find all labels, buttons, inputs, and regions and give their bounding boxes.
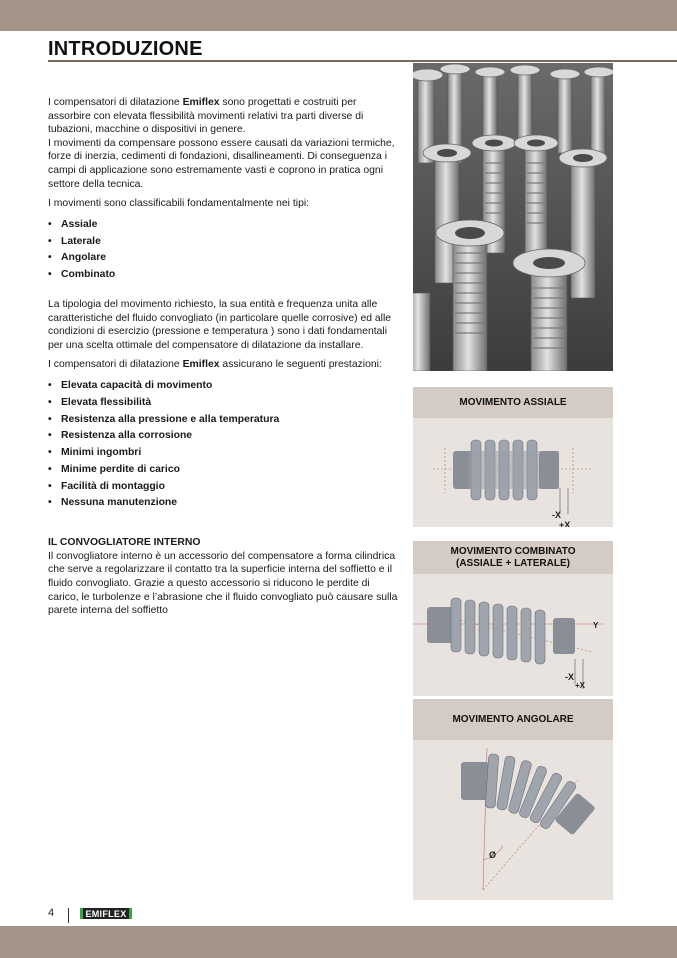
intro-p1-suffix: sono progettati e costruiti per assorbire con elevata flessibilità movimenti relativi tra parti diverse di tubazioni, macchine o dispositivi in genere. xyxy=(48,97,364,136)
body-text xyxy=(48,96,400,618)
list-item: • Resistenza alla pressione e alla temperatura xyxy=(48,412,400,429)
label-plus-x: +X xyxy=(559,520,571,527)
panel-movimento-combinato xyxy=(413,541,613,696)
expansion-joints-photo xyxy=(413,63,613,371)
footer-separator xyxy=(68,908,69,923)
intro-paragraph-5 xyxy=(48,358,400,372)
list-item: • Angolare xyxy=(48,250,400,267)
emiflex-logo xyxy=(80,907,132,920)
page-title: INTRODUZIONE xyxy=(48,38,203,60)
brand-name: Emiflex xyxy=(182,359,220,371)
intro-paragraph-1 xyxy=(48,96,400,191)
panel-title-assiale: MOVIMENTO ASSIALE xyxy=(413,387,613,418)
intro-p5-suffix: assicurano le seguenti prestazioni: xyxy=(219,359,382,371)
intro-p1-prefix: I compensatori di dilatazione xyxy=(48,97,183,108)
movement-types-list xyxy=(48,217,400,284)
footer-band xyxy=(0,926,677,958)
svg-text:EMIFLEX: EMIFLEX xyxy=(85,909,127,919)
intro-paragraph-2: I movimenti da compensare possono essere causati da variazioni termiche, forze di inerzia, cedimenti di fondazioni, disallineamenti. Di conseguenza i campi di applicazione sono estremamente vasti e coprono in pratica ogni settore della tecnica. xyxy=(48,137,395,190)
list-item: • Resistenza alla corrosione xyxy=(48,428,400,445)
panel-title-combinato-line1: MOVIMENTO COMBINATO xyxy=(450,545,576,557)
combined-bellows-diagram xyxy=(413,574,613,696)
brand-name: Emiflex xyxy=(182,97,220,108)
label-angle: Ø xyxy=(489,850,497,860)
panel-title-angolare: MOVIMENTO ANGOLARE xyxy=(413,699,613,740)
list-item: • Facilità di montaggio xyxy=(48,479,400,496)
label-y: Y xyxy=(593,621,599,630)
intro-paragraph-3: I movimenti sono classificabili fondamentalmente nei tipi: xyxy=(48,198,310,210)
list-item: • Elevata capacità di movimento xyxy=(48,378,400,395)
axial-bellows-diagram xyxy=(413,418,613,527)
panel-movimento-assiale xyxy=(413,387,613,527)
section-heading-convogliatore: IL CONVOGLIATORE INTERNO xyxy=(48,537,201,549)
panel-title-combinato-line2: (ASSIALE + LATERALE) xyxy=(456,557,570,569)
list-item: • Assiale xyxy=(48,217,400,234)
intro-p5-prefix: I compensatori di dilatazione xyxy=(48,359,183,371)
list-item: • Minime perdite di carico xyxy=(48,462,400,479)
title-rule xyxy=(48,60,677,62)
panel-title-combinato xyxy=(413,541,613,574)
panel-movimento-angolare xyxy=(413,699,613,900)
angular-bellows-diagram xyxy=(413,740,613,900)
page-number: 4 xyxy=(48,907,55,919)
list-item: • Elevata flessibilità xyxy=(48,395,400,412)
convogliatore-paragraph: Il convogliatore interno è un accessorio del compensatore a forma cilindrica che serve a regolarizzare il contatto tra la superficie interna del soffietto e il fluido convogliato. Grazie a questo accessorio si riducono le perdite di carico, le turbolenze e l’abrasione che il fluido convogliato può causare sulla parete interna del soffietto xyxy=(48,550,398,617)
intro-paragraph-4: La tipologia del movimento richiesto, la sua entità e frequenza unita alle caratteristiche del fluido convogliato (in particolare quelle corrosive) ed alle condizioni di esercizio (pressione e temperatura ) sono i dati fondamentali per una scelta ottimale del compensatore di dilatazione da installare. xyxy=(48,298,392,351)
header-band xyxy=(0,0,677,31)
label-plus-x: +X xyxy=(575,681,586,690)
list-item: • Laterale xyxy=(48,234,400,251)
list-item: • Minimi ingombri xyxy=(48,445,400,462)
features-list xyxy=(48,378,400,512)
list-item: • Nessuna manutenzione xyxy=(48,495,400,512)
label-minus-x: -X xyxy=(565,672,574,682)
label-minus-x: -X xyxy=(552,510,561,520)
list-item: • Combinato xyxy=(48,267,400,284)
